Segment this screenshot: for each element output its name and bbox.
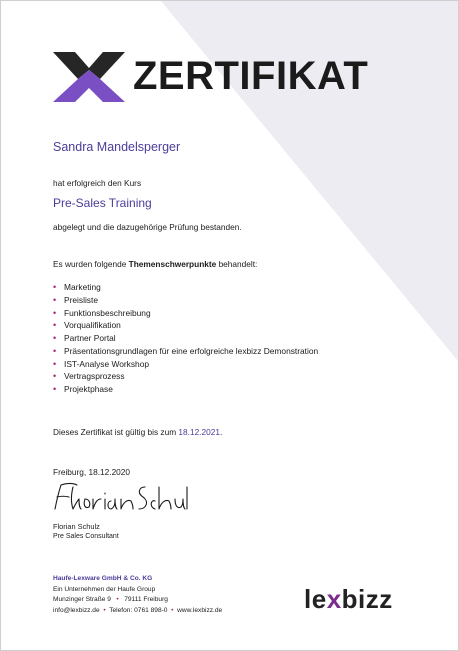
certificate-title: ZERTIFIKAT [133, 54, 369, 98]
bullet-icon: • [53, 358, 57, 369]
bullet-icon: • [116, 596, 119, 603]
footer-city: 79111 Freiburg [124, 596, 168, 603]
topic-item [53, 345, 318, 358]
topic-item [53, 281, 318, 294]
bullet-icon: • [53, 320, 57, 331]
brand-x: x [326, 584, 342, 614]
validity-statement [53, 427, 222, 437]
topic-label: Partner Portal [64, 333, 116, 343]
topic-label: Preisliste [64, 294, 98, 305]
bullet-icon: • [103, 607, 106, 614]
topic-item [53, 294, 318, 307]
x-logo-icon [53, 52, 125, 102]
handwritten-signature [51, 479, 191, 517]
footer-group: Ein Unternehmen der Haufe Group [53, 586, 156, 593]
validity-end: . [219, 427, 223, 437]
topic-label: Funktionsbeschreibung [64, 307, 151, 318]
footer-web[interactable]: www.lexbizz.de [177, 607, 223, 614]
topic-item [53, 358, 318, 371]
course-intro: hat erfolgreich den Kurs [53, 178, 142, 188]
lexbizz-logo [304, 584, 393, 614]
footer-phone: Telefon: 0761 898-0 [109, 607, 168, 614]
bullet-icon: • [53, 371, 57, 382]
bullet-icon: • [53, 345, 57, 356]
topic-label: Marketing [64, 282, 101, 292]
footer-company: Haufe-Lexware GmbH & Co. KG [53, 575, 153, 582]
topics-intro-bold: Themenschwerpunkte [128, 259, 217, 269]
topic-label: Präsentationsgrundlagen für eine erfolgreiche lexbizz Demonstration [64, 345, 319, 356]
brand-part1: le [304, 584, 327, 614]
topics-intro-before: Es wurden folgende [53, 259, 129, 269]
topic-label: IST-Analyse Workshop [64, 358, 150, 369]
footer-street: Munzinger Straße 9 [53, 596, 111, 603]
bullet-icon: • [53, 307, 57, 318]
bullet-icon: • [53, 282, 57, 292]
footer-contact [53, 607, 222, 614]
recipient-name: Sandra Mandelsperger [53, 140, 181, 154]
topic-item [53, 319, 318, 332]
bullet-icon: • [53, 333, 57, 343]
topics-list [53, 281, 318, 396]
place-date: Freiburg, 18.12.2020 [53, 467, 131, 477]
topic-item [53, 307, 318, 320]
topic-label: Vorqualifikation [64, 320, 121, 331]
topics-intro-after: behandelt: [216, 259, 258, 269]
topic-label: Vertragsprozess [64, 371, 125, 382]
course-title: Pre-Sales Training [53, 196, 152, 210]
validity-date: 18.12.2021 [178, 427, 220, 437]
brand-part2: bizz [341, 584, 393, 614]
topic-item [53, 332, 318, 345]
footer-address [53, 596, 168, 603]
topic-label: Projektphase [64, 384, 113, 394]
footer-email[interactable]: info@lexbizz.de [53, 607, 100, 614]
validity-text: Dieses Zertifikat ist gültig bis zum [53, 427, 179, 437]
signer-name: Florian Schulz [53, 522, 100, 531]
topic-item [53, 383, 318, 396]
bullet-icon: • [171, 607, 174, 614]
topics-intro [53, 259, 257, 269]
passed-statement: abgelegt und die dazugehörige Prüfung bestanden. [53, 222, 242, 232]
signer-role: Pre Sales Consultant [53, 533, 119, 540]
bullet-icon: • [53, 384, 57, 394]
bullet-icon: • [53, 294, 57, 305]
topic-item [53, 370, 318, 383]
